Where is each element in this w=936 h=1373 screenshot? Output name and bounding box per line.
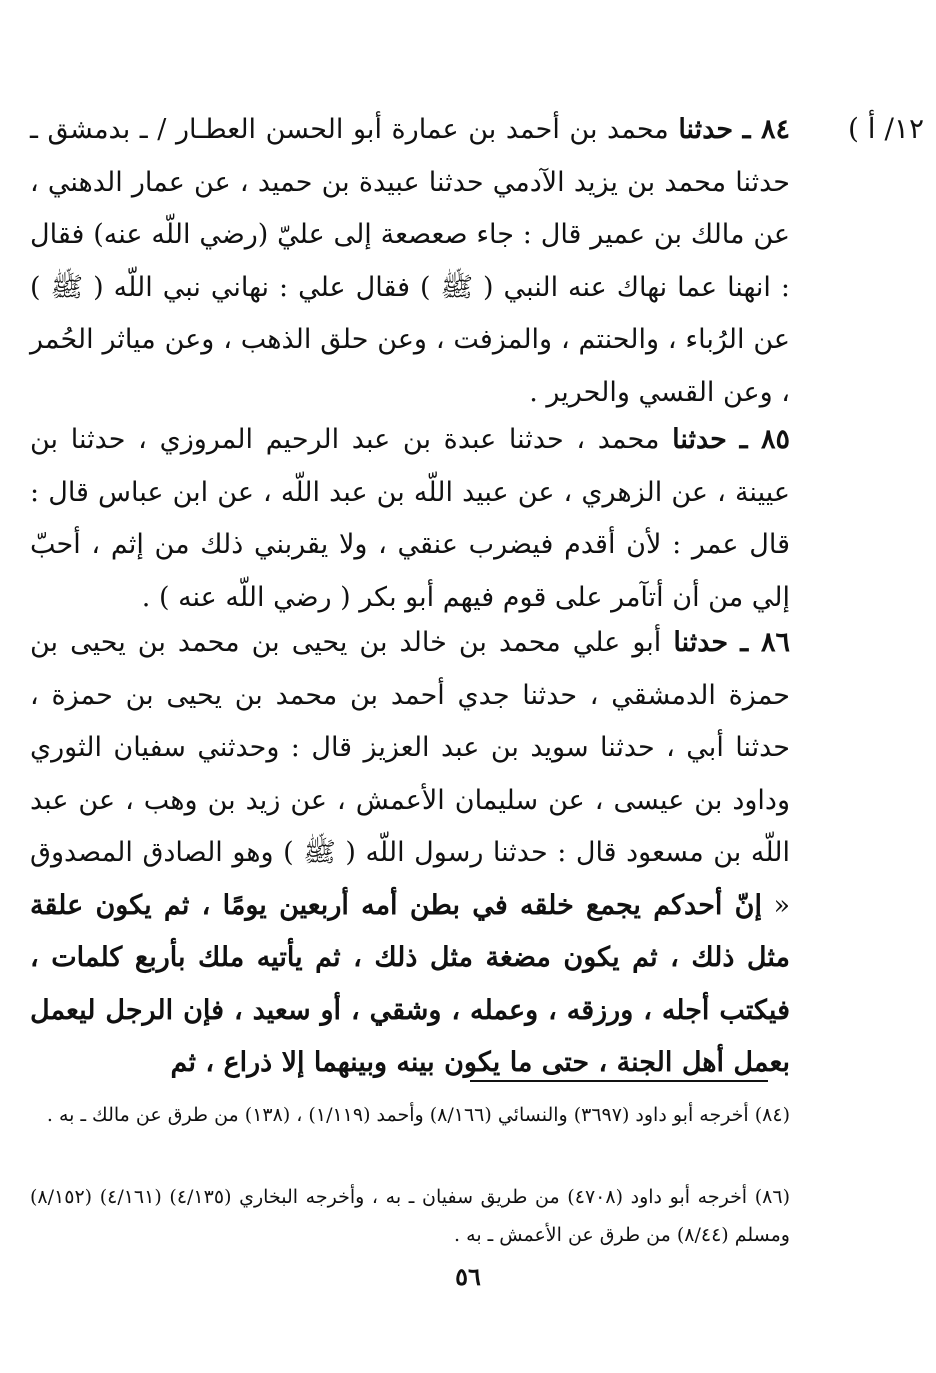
hadith-85 <box>30 414 790 624</box>
footnote-86: (٨٦) أخرجه أبو داود (٤٧٠٨) من طريق سفيان ـ به ، وأخرجه البخاري (٤/١٣٥) (٤/١٦١) (٨/١٥٢) ومسلم (٨/٤٤) من طرق عن الأعمش ـ به . <box>30 1186 790 1246</box>
hadith-opening: حدثنا <box>673 627 729 658</box>
hadith-opening: حدثنا <box>678 114 734 145</box>
hadith-text: محمد ، حدثنا عبدة بن عبد الرحيم المروزي ، حدثنا بن عيينة ، عن الزهري ، عن عبيد اللّه بن عبد اللّه ، عن ابن عباس قال : قال عمر : لأن أقدم فيضرب عنقي ، ولا يقربني ذلك من إثم ، أحبّ إلي من أن أتآمر على قوم فيهم أبو بكر ( رضي اللّه عنه ) . <box>30 424 790 613</box>
manuscript-folio-note: ١٢/ أ ) <box>847 112 924 145</box>
hadith-text: محمد بن أحمد بن عمارة أبو الحسن العطـار / ـ بدمشق ـ حدثنا محمد بن يزيد الآدمي حدثنا عبيدة بن حميد ، عن عمار الدهني ، عن مالك بن عمير قال : جاء صعصعة إلى عليّ (رضي اللّه عنه) فقال : انهنا عما نهاك عنه النبي ( ﷺ ) فقال علي : نهاني نبي اللّه ( ﷺ ) عن الرُباء ، والحنتم ، والمزفت ، وعن حلق الذهب ، وعن مياثر الحُمر ، وعن القسي والحرير . <box>30 114 791 408</box>
hadith-84 <box>30 104 790 419</box>
hadith-86 <box>30 617 790 1090</box>
page-number: ٥٦ <box>455 1262 481 1291</box>
hadith-number: ٨٤ ـ <box>742 114 790 145</box>
hadith-number: ٨٥ ـ <box>739 424 791 455</box>
prophetic-quote: إنّ أحدكم يجمع خلقه في بطن أمه أربعين يومًا ، ثم يكون علقة مثل ذلك ، ثم يكون مضغة مثل ذلك ، ثم يأتيه ملك بأربع كلمات ، فيكتب أجله ، ورزقه ، وعمله ، وشقي ، أو سعيد ، فإن الرجل ليعمل بعمل أهل الجنة ، حتى ما يكون بينه وبينهما إلا ذراع ، ثم <box>30 889 790 1078</box>
hadith-number: ٨٦ ـ <box>740 627 790 658</box>
footnote-84: (٨٤) أخرجه أبو داود (٣٦٩٧) والنسائي (٨/١٦٦) وأحمد (١/١١٩) ، (١٣٨) من طرق عن مالك ـ به . <box>46 1104 790 1126</box>
hadith-opening: حدثنا <box>672 424 727 455</box>
hadith-text: أبو علي محمد بن خالد بن يحيى بن محمد بن يحيى بن حمزة الدمشقي ، حدثنا جدي أحمد بن محمد بن يحيى بن حمزة ، حدثنا أبي ، حدثنا سويد بن عبد العزيز قال : وحدثني سفيان الثوري وداود بن عيسى ، عن سليمان الأعمش ، عن زيد بن وهب ، عن عبد اللّه بن مسعود قال : حدثنا رسول اللّه ( ﷺ ) وهو الصادق المصدوق « <box>30 627 790 921</box>
footnote-divider <box>470 1080 768 1082</box>
